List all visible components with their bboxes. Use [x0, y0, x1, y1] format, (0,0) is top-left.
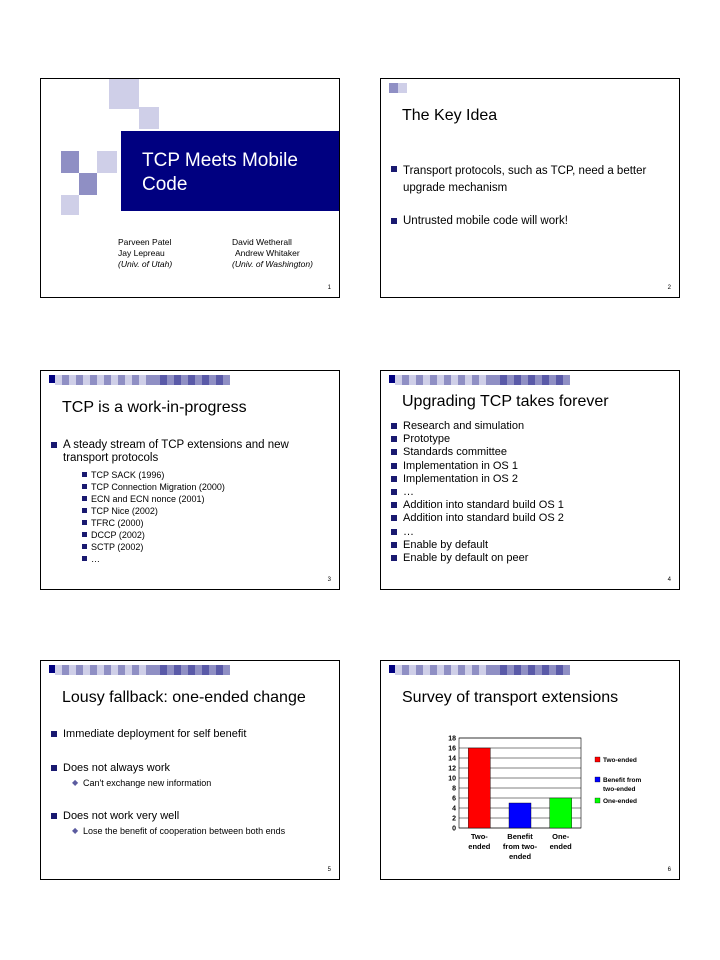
slide-4 — [380, 370, 680, 590]
y-tick-label: 0 — [452, 825, 456, 833]
decorative-square — [76, 665, 83, 675]
legend-swatch — [595, 777, 600, 782]
decorative-square — [167, 375, 174, 385]
decorative-square — [472, 375, 479, 385]
list-item: TCP SACK (1996) — [41, 469, 339, 481]
y-tick-label: 4 — [452, 805, 456, 813]
decorative-square — [493, 375, 500, 385]
author-affiliation: (Univ. of Utah) — [118, 259, 173, 269]
decorative-square — [528, 375, 535, 385]
list-item: Implementation in OS 2 — [381, 473, 679, 486]
decorative-square — [542, 375, 549, 385]
y-tick-label: 2 — [452, 815, 456, 823]
decorative-square — [132, 665, 139, 675]
bar — [509, 803, 531, 828]
list-item: Prototype — [381, 433, 679, 446]
page-number: 4 — [667, 577, 671, 583]
slide-title: Upgrading TCP takes forever — [402, 393, 609, 410]
list-item: Standards committee — [381, 446, 679, 459]
decorative-square — [55, 375, 62, 385]
list-item: Does not always work — [41, 762, 339, 775]
decorative-square — [486, 375, 493, 385]
decorative-strip — [49, 375, 230, 385]
decorative-square — [139, 665, 146, 675]
decorative-square — [549, 375, 556, 385]
authors-left — [118, 237, 172, 270]
list-item: Enable by default — [381, 539, 679, 552]
slide-title: The Key Idea — [402, 107, 498, 124]
decorative-square — [409, 375, 416, 385]
page-number: 6 — [667, 867, 671, 873]
page-number: 2 — [667, 285, 671, 291]
list-item: SCTP (2002) — [41, 541, 339, 553]
list-item: Immediate deployment for self benefit — [41, 728, 339, 741]
bullet-list — [41, 439, 339, 465]
list-item: TCP Connection Migration (2000) — [41, 481, 339, 493]
list-item: Does not work very well — [41, 810, 339, 823]
page-number: 5 — [327, 867, 331, 873]
slide-5 — [40, 660, 340, 880]
decorative-square — [216, 665, 223, 675]
sub-bullet-list — [41, 469, 339, 565]
bar — [468, 748, 490, 828]
decorative-square — [216, 375, 223, 385]
decorative-square — [209, 665, 216, 675]
decorative-square — [62, 375, 69, 385]
decorative-square — [125, 375, 132, 385]
decorative-square — [167, 665, 174, 675]
decorative-square — [202, 665, 209, 675]
decorative-square — [416, 375, 423, 385]
slide-3 — [40, 370, 340, 590]
decorative-square — [444, 375, 451, 385]
y-tick-label: 18 — [448, 735, 456, 743]
decorative-square — [146, 375, 153, 385]
decorative-square — [188, 375, 195, 385]
decorative-square — [223, 665, 230, 675]
bullet-list — [381, 420, 679, 565]
x-tick-label: Two- — [470, 832, 488, 841]
legend-label: two-ended — [603, 786, 636, 793]
bullet-list — [41, 762, 339, 789]
list-item: … — [381, 486, 679, 499]
decorative-square — [62, 665, 69, 675]
decorative-square — [395, 375, 402, 385]
author-name: Andrew Whitaker — [235, 248, 300, 258]
decorative-square — [69, 665, 76, 675]
decorative-square — [111, 665, 118, 675]
decorative-square — [69, 375, 76, 385]
decorative-strip — [389, 375, 570, 385]
list-item: Addition into standard build OS 1 — [381, 499, 679, 512]
decorative-square — [132, 375, 139, 385]
y-tick-label: 12 — [448, 765, 456, 773]
list-item: Addition into standard build OS 2 — [381, 512, 679, 525]
decorative-square — [195, 665, 202, 675]
decorative-square — [181, 665, 188, 675]
list-item: ECN and ECN nonce (2001) — [41, 493, 339, 505]
slide-6 — [380, 660, 680, 880]
decorative-square — [76, 375, 83, 385]
decorative-square — [479, 375, 486, 385]
legend-label: One-ended — [603, 798, 637, 805]
decorative-square — [104, 375, 111, 385]
decorative-square — [118, 375, 125, 385]
decorative-square — [104, 665, 111, 675]
decorative-strip — [49, 665, 230, 675]
x-tick-label: ended — [508, 852, 532, 861]
decorative-square — [83, 665, 90, 675]
page-number: 3 — [327, 577, 331, 583]
list-item: Transport protocols, such as TCP, need a better upgrade mechanism — [381, 163, 653, 197]
bar — [550, 798, 572, 828]
decorative-square — [153, 665, 160, 675]
list-item: DCCP (2002) — [41, 529, 339, 541]
decorative-square — [174, 375, 181, 385]
decorative-square — [139, 375, 146, 385]
author-name: Jay Lepreau — [118, 248, 165, 258]
x-tick-label: ended — [468, 842, 491, 851]
list-item: … — [381, 526, 679, 539]
bullet-list — [41, 728, 339, 741]
decorative-square — [174, 665, 181, 675]
list-item: TFRC (2000) — [41, 517, 339, 529]
decorative-square — [458, 375, 465, 385]
list-item: Untrusted mobile code will work! — [381, 215, 679, 228]
slide-1 — [40, 78, 340, 298]
decorative-square — [223, 375, 230, 385]
decorative-square — [160, 375, 167, 385]
list-item: … — [41, 553, 339, 565]
decorative-square — [83, 375, 90, 385]
x-tick-label: Benefit — [507, 832, 533, 841]
decorative-square — [97, 665, 104, 675]
decorative-square — [430, 375, 437, 385]
decorative-square — [90, 665, 97, 675]
list-item: ◆ Can't exchange new information — [41, 777, 339, 789]
decorative-square — [55, 665, 62, 675]
decorative-square — [402, 375, 409, 385]
list-item: ◆ Lose the benefit of cooperation between both ends — [41, 825, 339, 837]
decorative-square — [118, 665, 125, 675]
author-name: Parveen Patel — [118, 237, 172, 247]
slide-title: Survey of transport extensions — [402, 689, 619, 706]
decorative-square — [195, 375, 202, 385]
decorative-square — [202, 375, 209, 385]
y-tick-label: 10 — [448, 775, 456, 783]
author-name: David Wetherall — [232, 237, 292, 247]
decorative-square — [465, 375, 472, 385]
decorative-square — [423, 375, 430, 385]
decorative-square — [507, 375, 514, 385]
decorative-square — [437, 375, 444, 385]
slide-2 — [380, 78, 680, 298]
decorative-square — [90, 375, 97, 385]
slide-title: Lousy fallback: one-ended change — [62, 689, 306, 706]
page-title: TCP Meets Mobile Code — [142, 150, 298, 195]
list-item: Research and simulation — [381, 420, 679, 433]
decorative-square — [97, 375, 104, 385]
decorative-strip — [389, 83, 407, 93]
legend-label: Two-ended — [603, 757, 637, 764]
decorative-square — [181, 375, 188, 385]
x-tick-label: One- — [552, 832, 570, 841]
bar-chart — [381, 661, 680, 880]
decorative-square — [188, 665, 195, 675]
legend-label: Benefit from — [603, 777, 642, 784]
bullet-list — [381, 163, 679, 228]
decorative-square — [209, 375, 216, 385]
list-item: A steady stream of TCP extensions and new transport protocols — [41, 439, 323, 465]
decorative-square — [111, 375, 118, 385]
legend-swatch — [595, 757, 600, 762]
decorative-square — [153, 375, 160, 385]
decorative-square — [514, 375, 521, 385]
x-tick-label: from two- — [502, 842, 538, 851]
slide-title: TCP is a work-in-progress — [62, 399, 247, 416]
legend-swatch — [595, 798, 600, 803]
page-number: 1 — [327, 285, 331, 291]
decorative-square — [146, 665, 153, 675]
y-tick-label: 6 — [452, 795, 456, 803]
list-item: Enable by default on peer — [381, 552, 679, 565]
decorative-square — [125, 665, 132, 675]
bullet-list — [41, 810, 339, 837]
decorative-square — [451, 375, 458, 385]
y-tick-label: 14 — [448, 755, 456, 763]
decorative-square — [521, 375, 528, 385]
authors-right — [232, 237, 313, 270]
decorative-square — [556, 375, 563, 385]
decorative-square — [160, 665, 167, 675]
y-tick-label: 16 — [448, 745, 456, 753]
x-tick-label: ended — [549, 842, 572, 851]
author-affiliation: (Univ. of Washington) — [232, 259, 313, 269]
list-item: Implementation in OS 1 — [381, 460, 679, 473]
list-item: TCP Nice (2002) — [41, 505, 339, 517]
decorative-square — [535, 375, 542, 385]
decorative-square — [563, 375, 570, 385]
decorative-square — [500, 375, 507, 385]
y-tick-label: 8 — [452, 785, 456, 793]
